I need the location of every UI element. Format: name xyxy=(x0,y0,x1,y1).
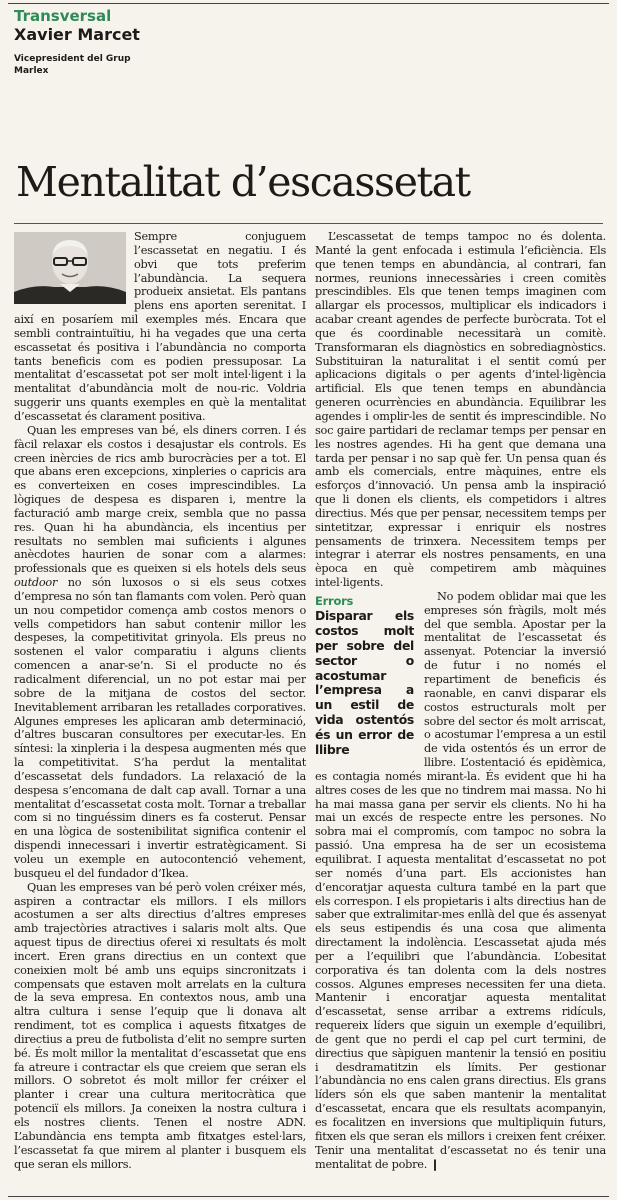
author-role-line2: Marlex xyxy=(14,66,49,76)
section-label: Transversal xyxy=(14,7,112,25)
headline: Mentalitat d’escassetat xyxy=(16,158,470,206)
pull-quote-label: Errors xyxy=(315,593,354,608)
author-role-line1: Vicepresident del Grup xyxy=(14,54,131,64)
paragraph: Quan les empreses van bé, els diners corren. I és fàcil relaxar els costos i desajustar els controls. Es creen inèrcies de rics amb burocràcies per a tot. El que abans eren excepcions, xinpleries o capricis ara es converteixen en coses imprescindibles. La lògiques de despesa es disparen i, mentre la facturació amb marge creix, sembla que no passa res. Quan hi ha abundància, els incentius per resultats no semblen mai suficients i algunes anècdotes haurien de sonar com a alarmes: professionals que es queixen si els hotels dels seus outdoor no són luxosos o si els seus cotxes d’empresa no són tan flamants com volen. Però quan un nou competidor comença amb costos menors o vells competidors han sabut contenir millor les despeses, la competitivitat grinyola. Els preus no sostenen el valor comparatiu i alguns clients comencen a anar-se’n. Si el producte no és radicalment diferencial, un no pot estar mai per sobre de la mitjana de costos del sector. Inevitablement arribaran les retallades corporatives. Algunes empreses les aplicaran amb determinació, d’altres buscaran consultores per executar-les. En síntesi: la xinpleria i la despesa augmenten més que la competitivitat. S’ha perdut la mentalitat d’escassetat dels fundadors. La relaxació de la despesa s’encomana de dalt cap avall. Tornar a una mentalitat d’escassetat costa molt. Tornar a treballar com si no tinguéssim diners es fa costerut. Pensar en una lògica de sostenibilitat significa contenir el dispendi innecessari i invertir estratègicament. Si voleu un exemple en autocontenció vehement, busqueu el del fundador d’Ikea. xyxy=(14,423,306,880)
headline-rule xyxy=(14,223,603,224)
pull-quote xyxy=(315,594,414,758)
paragraph: Quan les empreses van bé però volen créixer més, aspiren a contractar els millors. I els millors acostumen a ser alts directius d’altres empreses amb trajectòries atractives i salaris molt alts. Que aquest tipus de directius oferei xi resultats és molt incert. Eren grans directius en un context que coneixien molt bé amb uns equips sincronitzats i compensats que estaven molt arrelats en la cultura de la seva empresa. En contextos nous, amb una altra cultura i sense l’equip que li donava alt rendiment, tot es complica i aquests fitxatges de directius a preu de futbolista d’elit no sempre surten bé. És molt millor la mentalitat d’escassetat que ens fa atreure i contractar els que creiem que seran els millors. O sobretot és molt millor fer créixer el planter i crear una cultura meritocràtica que potenciï els millors. Ja coneixen la nostra cultura i els nostres clients. Tenen el nostre ADN. L’abundància ens tempta amb fitxatges estel·lars, l’escassetat fa que mirem al planter i busquem els que seran els millors. xyxy=(14,880,306,1171)
author-name: Xavier Marcet xyxy=(14,25,140,44)
text-column-2 xyxy=(315,230,606,1190)
emphasis: outdoor xyxy=(14,576,58,590)
paragraph: L’escassetat de temps tampoc no és dolenta. Manté la gent enfocada i estimula l’eficiència. Els que tenen temps en abundància, al contrari, fan normes, reunions innecessàries i creen comitès prescindibles. Els que tenen temps imaginen com allargar els processos, multiplicar els indicadors i acabar creant agendes de perfecte buròcrata. Tot el que és coordinable necessitarà un comitè. Transformaran els diagnòstics en sobrediagnòstics. Substituiran la naturalitat i el sentit comú per aplicacions digitals o per agents d’intel·ligència artificial. Els que tenen temps en abundància generen ocurrències en abundància. Equilibrar les agendes i omplir-les de sentit és imprescindible. No soc gaire partidari de reclamar temps per pensar en les nostres agendes. Hi ha gent que demana una tarda per pensar i no sap què fer. Un pensa quan és amb els comercials, entre màquines, entre els esforços d’innovació. Un pensa amb la inspiració que li donen els clients, els competidors i altres directius. Més que per pensar, necessitem temps per sintetitzar, expressar i enriquir els nostres pensaments de trinxera. Necessitem temps per integrar i aterrar els nostres pensaments, en una època en què competirem amb màquines intel·ligents. xyxy=(315,230,606,590)
end-mark: ❙ xyxy=(430,1157,440,1171)
paragraph: Sempre conjuguem l’escassetat en negatiu. I és obvi que tots preferim l’abundància. La sequera produeix ansietat. Els pantans plens ens aporten serenitat. I així en posaríem mil exemples més. Encara que sembli contraintuïtiu, hi ha vegades que una certa escassetat és positiva i l’abundància no comporta tants beneficis com es podien pressuposar. La mentalitat d’escassetat pot ser molt intel·ligent i la mentalitat d’abundància molt de nou-ric. Voldria suggerir uns quants exemples en què la mentalitat d’escassetat és clarament positiva. xyxy=(14,230,306,423)
text-column-1 xyxy=(14,230,306,1190)
byline xyxy=(14,8,244,77)
author-role xyxy=(14,53,244,77)
author-photo xyxy=(14,232,126,304)
paragraph: No podem oblidar mai que les empreses són fràgils, molt més del que sembla. Apostar per la mentalitat de l’escassetat és assenyat. Potenciar la inversió de futur i no només el repartiment de beneficis és raonable, en canvi disparar els costos estructurals molt per sobre del sector és molt arriscat, o acostumar l’empresa a un estil de vida ostentós és un error de llibre. L’ostentació és epidèmica, es contagia només mirant-la. És evident que hi ha altres coses de les que no tindrem mai massa. No hi ha mai massa gana per servir els clients. No hi ha mai un excés de respecte entre les persones. No sobra mai el compromís, com tampoc no sobra la passió. Una empresa ha de ser un ecosistema equilibrat. I aquesta mentalitat d’escassetat no pot ser només d’una part. Els accionistes han d’encoratjar aquesta cultura també en la part que els correspon. I els propietaris i alts directius han de saber que extralimitar-mes enllà del que és assenyat els seus estipendis és una cosa que alimenta directament la indolència. L’escassetat ajuda més per a l’equilibri que l’abundància. L’obesitat corporativa és tan dolenta com la dels nostres cossos. Algunes empreses necessiten fer una dieta. Mantenir i encoratjar aquesta mentalitat d’escassetat, sense arribar a extrems ridículs, requereix líders que siguin un exemple d’equilibri, de gent que no perdi el cap pel curt termini, de directius que sàpiguen mantenir la tensió en positiu i desdramatitzin els límits. Per gestionar l’abundància no ens calen grans directius. Els grans líders són els que saben mantenir la mentalitat d’escassetat, encara que els resultats acompanyin, es focalitzen en inversions que multipliquin futurs, fitxen els que seran els millors i creixen fent créixer. Tenir una mentalitat d’escassetat no és tenir una mentalitat de pobre. ❙ xyxy=(315,589,606,1171)
pull-quote-text: Disparar els costos molt per sobre del sector o acostumar l’empresa a un estil de vida ostentós és un error de llibre xyxy=(315,607,414,758)
